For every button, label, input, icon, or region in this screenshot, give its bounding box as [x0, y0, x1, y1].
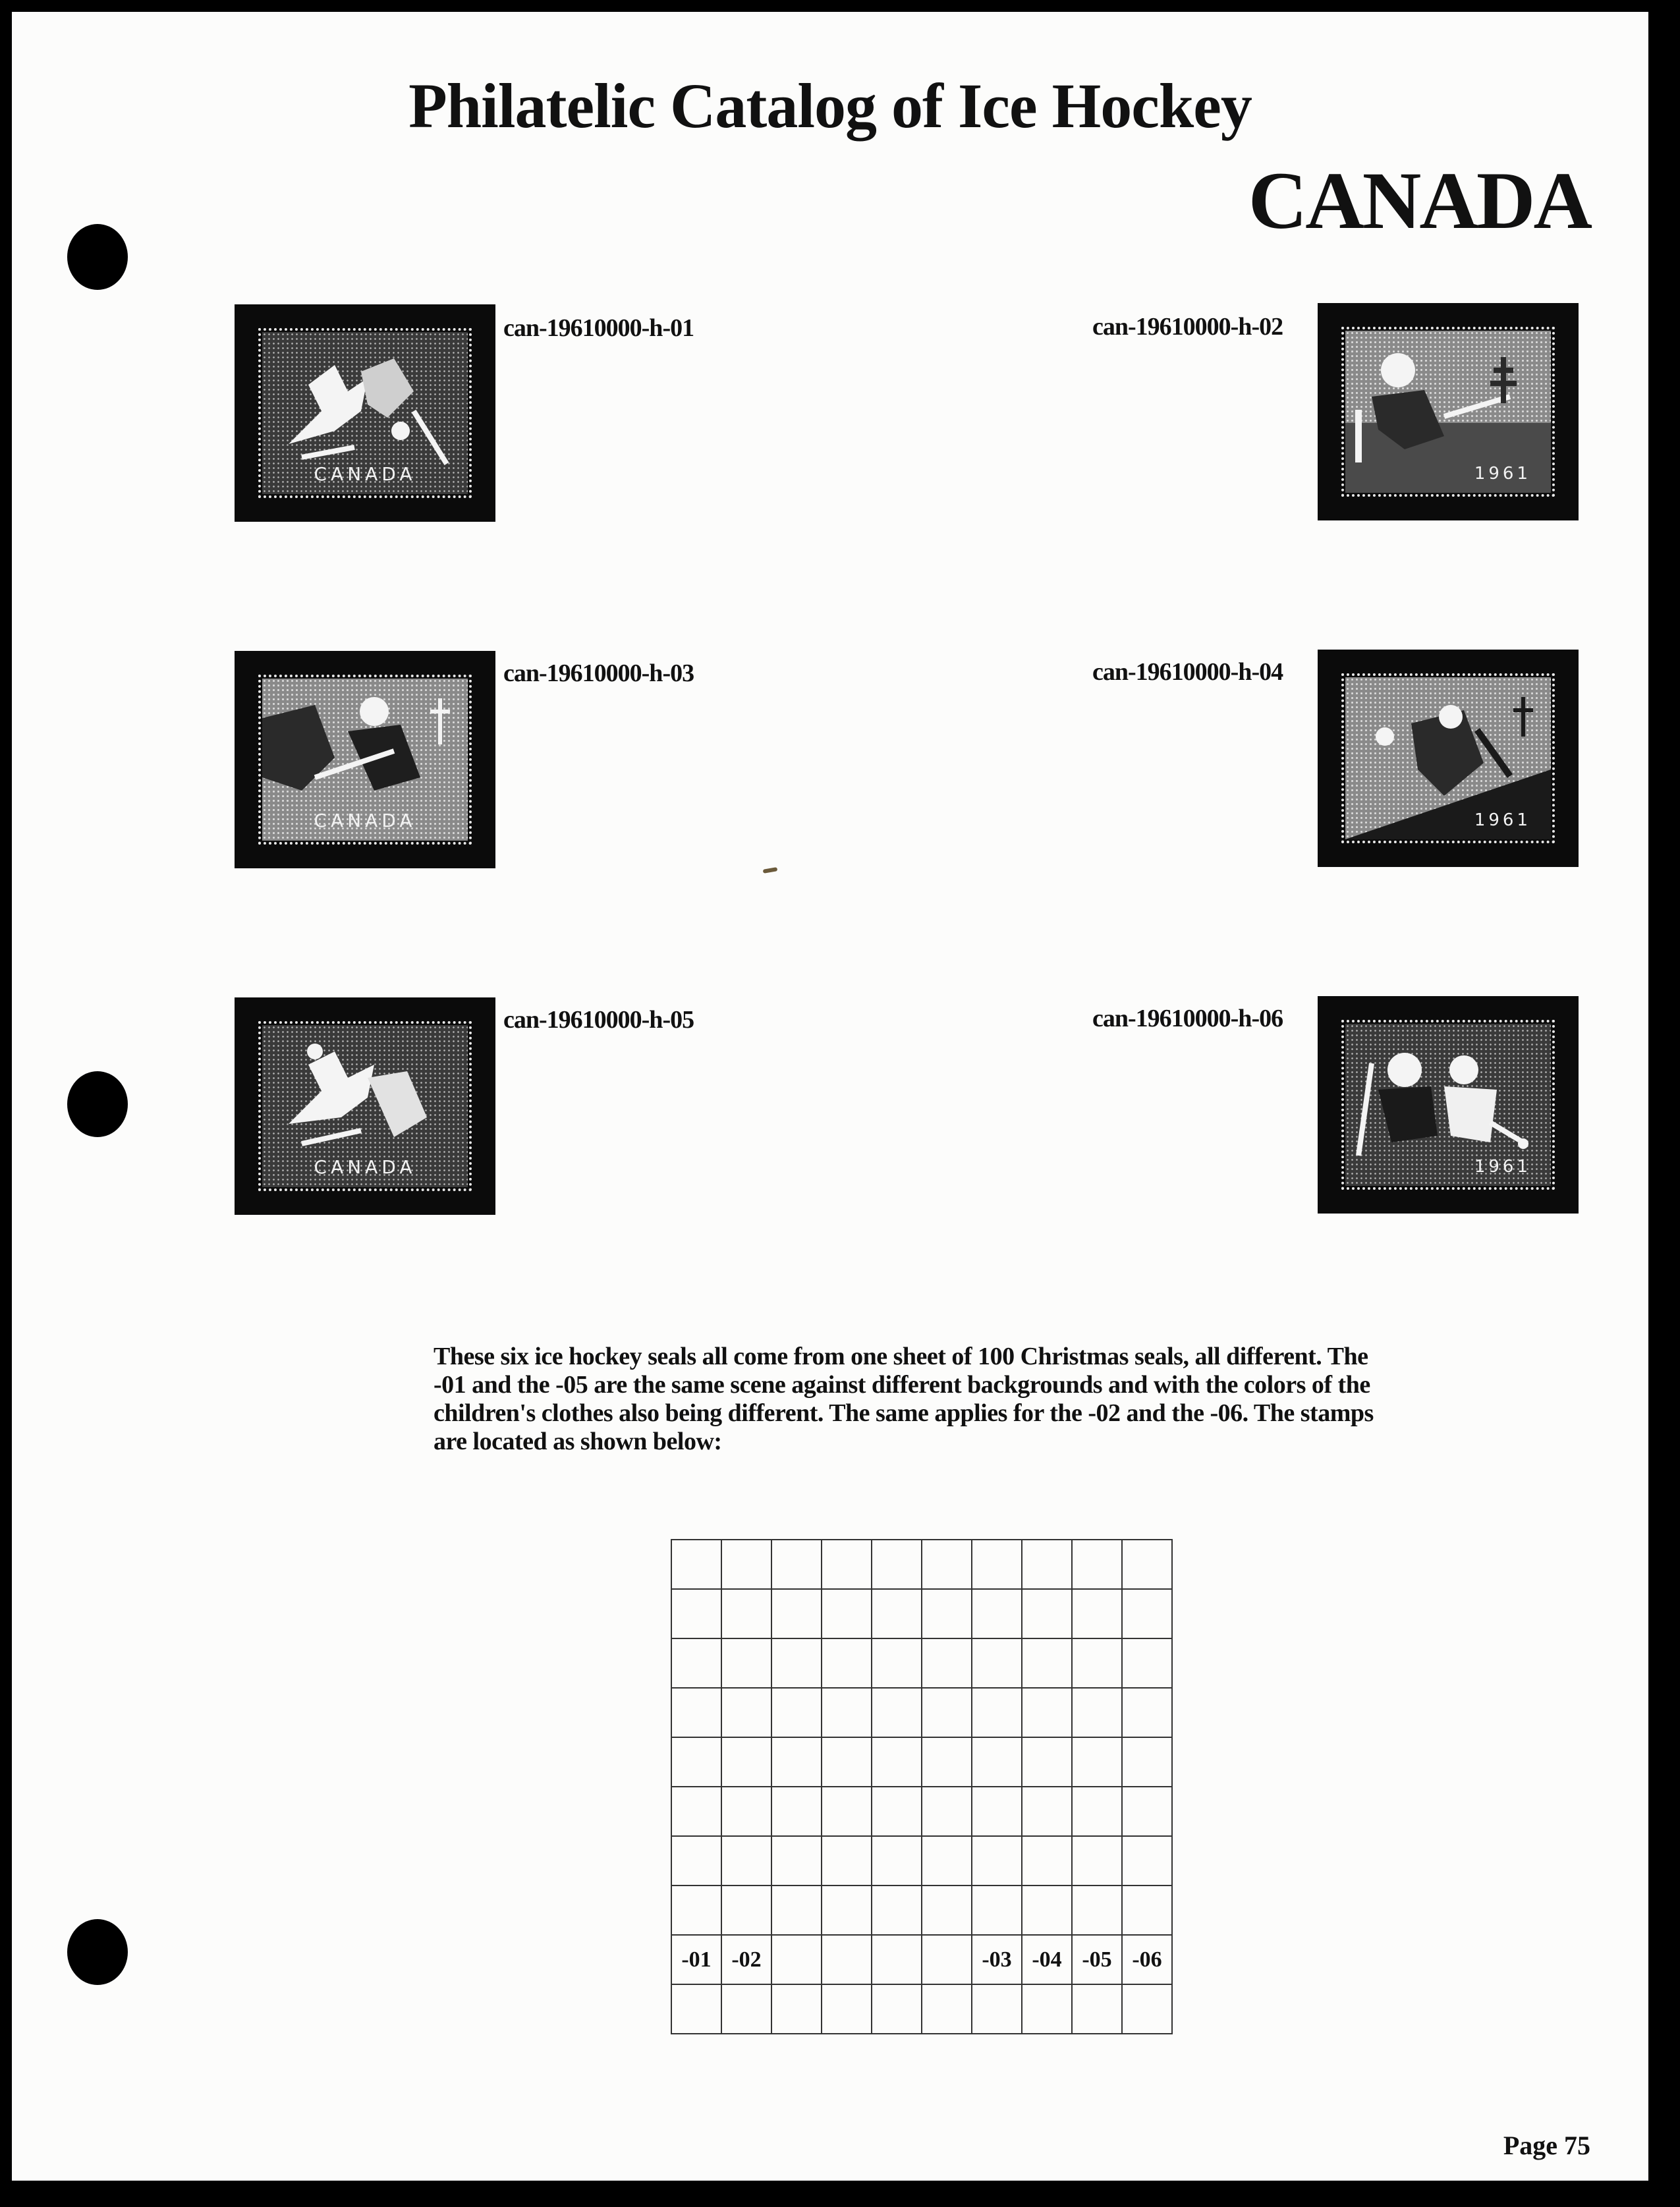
- grid-cell: [1072, 1540, 1122, 1589]
- grid-row: [671, 1737, 1172, 1787]
- description-paragraph: These six ice hockey seals all come from one sheet of 100 Christmas seals, all different. The -01 and the -05 are the same scene against different backgrounds and with the colors of the children's clothes also being different. The same applies for the -02 and the -06. The stamps are located as shown below:: [434, 1343, 1374, 1455]
- country-heading: CANADA: [1248, 155, 1590, 246]
- grid-cell: [872, 1638, 922, 1688]
- grid-cell: [1022, 1984, 1072, 2034]
- grid-cell: [822, 1589, 872, 1638]
- grid-cell: [822, 1787, 872, 1836]
- grid-cell: [922, 1638, 972, 1688]
- stamp-image-05: [235, 997, 495, 1215]
- grid-cell: [822, 1886, 872, 1935]
- paper-speck: [763, 867, 778, 874]
- grid-cell: [671, 1836, 721, 1886]
- grid-cell: [822, 1737, 872, 1787]
- grid-cell: [721, 1688, 771, 1737]
- grid-cell: [671, 1638, 721, 1688]
- grid-cell: -06: [1122, 1935, 1172, 1984]
- grid-cell: [872, 1540, 922, 1589]
- grid-cell: [822, 1836, 872, 1886]
- grid-cell: [972, 1638, 1022, 1688]
- stamp-caption-02: 1961: [1474, 464, 1531, 484]
- grid-cell: [671, 1984, 721, 2034]
- grid-row: [671, 1935, 1172, 1984]
- grid-row: [671, 1886, 1172, 1935]
- grid-cell: [671, 1737, 721, 1787]
- grid-cell: [671, 1589, 721, 1638]
- grid-cell: [1072, 1737, 1122, 1787]
- grid-cell: [671, 1540, 721, 1589]
- binder-hole-middle: [67, 1071, 128, 1137]
- grid-cell: [1122, 1886, 1172, 1935]
- grid-cell: [771, 1540, 822, 1589]
- grid-cell: [721, 1984, 771, 2034]
- grid-cell: [922, 1935, 972, 1984]
- grid-cell: [1122, 1589, 1172, 1638]
- grid-cell: [771, 1787, 822, 1836]
- grid-cell: [972, 1688, 1022, 1737]
- grid-cell: [872, 1737, 922, 1787]
- stamp-caption-05: CANADA: [314, 1156, 416, 1178]
- grid-row: [671, 1688, 1172, 1737]
- grid-cell: [822, 1984, 872, 2034]
- grid-row: [671, 1787, 1172, 1836]
- stamp-caption-04: 1961: [1474, 810, 1531, 830]
- grid-cell: [1122, 1638, 1172, 1688]
- grid-cell: -05: [1072, 1935, 1122, 1984]
- catalog-sheet: [12, 12, 1648, 2181]
- grid-cell: [922, 1540, 972, 1589]
- grid-cell: [1072, 1886, 1122, 1935]
- grid-cell: [872, 1886, 922, 1935]
- grid-cell: [1022, 1540, 1072, 1589]
- grid-cell: [721, 1540, 771, 1589]
- grid-cell: [1022, 1787, 1072, 1836]
- grid-cell: [1072, 1836, 1122, 1886]
- stamp-image-04: [1318, 650, 1579, 867]
- stamp-code-02: can-19610000-h-02: [1092, 313, 1283, 341]
- grid-cell: [721, 1886, 771, 1935]
- grid-cell: [922, 1984, 972, 2034]
- grid-cell: [972, 1836, 1022, 1886]
- grid-cell: [1022, 1688, 1072, 1737]
- grid-cell: [972, 1540, 1022, 1589]
- grid-cell: [922, 1836, 972, 1886]
- grid-cell: [1022, 1589, 1072, 1638]
- grid-cell: [771, 1886, 822, 1935]
- grid-cell: -03: [972, 1935, 1022, 1984]
- grid-cell: [872, 1589, 922, 1638]
- grid-cell: [771, 1737, 822, 1787]
- stamp-code-03: can-19610000-h-03: [503, 659, 694, 687]
- grid-cell: [972, 1787, 1022, 1836]
- grid-cell: [872, 1836, 922, 1886]
- grid-cell: [771, 1589, 822, 1638]
- grid-cell: [872, 1688, 922, 1737]
- grid-cell: [972, 1886, 1022, 1935]
- grid-cell: [771, 1935, 822, 1984]
- stamp-code-06: can-19610000-h-06: [1092, 1005, 1283, 1032]
- grid-cell: [1122, 1688, 1172, 1737]
- grid-cell: [1072, 1984, 1122, 2034]
- grid-cell: [1072, 1688, 1122, 1737]
- grid-cell: [972, 1589, 1022, 1638]
- grid-cell: [1022, 1638, 1072, 1688]
- grid-cell: [922, 1589, 972, 1638]
- grid-cell: [771, 1984, 822, 2034]
- grid-cell: [721, 1589, 771, 1638]
- grid-cell: [972, 1737, 1022, 1787]
- grid-cell: -01: [671, 1935, 721, 1984]
- grid-cell: [872, 1984, 922, 2034]
- grid-cell: [771, 1638, 822, 1688]
- grid-cell: [822, 1935, 872, 1984]
- grid-cell: [721, 1836, 771, 1886]
- grid-cell: [922, 1688, 972, 1737]
- stamp-code-01: can-19610000-h-01: [503, 314, 694, 342]
- grid-cell: [721, 1737, 771, 1787]
- grid-cell: [1122, 1540, 1172, 1589]
- grid-cell: [922, 1886, 972, 1935]
- stamp-code-05: can-19610000-h-05: [503, 1006, 694, 1034]
- grid-cell: [1022, 1737, 1072, 1787]
- grid-cell: [671, 1787, 721, 1836]
- grid-row: [671, 1589, 1172, 1638]
- grid-row: [671, 1836, 1172, 1886]
- grid-cell: [1122, 1787, 1172, 1836]
- grid-cell: [1022, 1836, 1072, 1886]
- grid-cell: -04: [1022, 1935, 1072, 1984]
- grid-cell: [872, 1787, 922, 1836]
- grid-cell: [1122, 1836, 1172, 1886]
- page-title: Philatelic Catalog of Ice Hockey: [408, 70, 1252, 141]
- grid-cell: [1122, 1984, 1172, 2034]
- grid-cell: [671, 1688, 721, 1737]
- seal-sheet-grid: [671, 1539, 1173, 2034]
- stamp-image-01: [235, 304, 495, 522]
- grid-cell: [721, 1638, 771, 1688]
- binder-hole-bottom: [67, 1919, 128, 1985]
- grid-row: [671, 1540, 1172, 1589]
- grid-cell: [1072, 1638, 1122, 1688]
- stamp-code-04: can-19610000-h-04: [1092, 658, 1283, 686]
- grid-cell: [1122, 1737, 1172, 1787]
- grid-cell: -02: [721, 1935, 771, 1984]
- page-number: Page 75: [1503, 2131, 1590, 2160]
- grid-cell: [822, 1688, 872, 1737]
- grid-cell: [872, 1935, 922, 1984]
- grid-cell: [771, 1688, 822, 1737]
- grid-cell: [671, 1886, 721, 1935]
- grid-cell: [922, 1737, 972, 1787]
- grid-cell: [1072, 1787, 1122, 1836]
- grid-cell: [972, 1984, 1022, 2034]
- stamp-image-03: [235, 651, 495, 868]
- stamp-caption-06: 1961: [1474, 1157, 1531, 1177]
- grid-cell: [771, 1836, 822, 1886]
- binder-hole-top: [67, 224, 128, 290]
- grid-cell: [922, 1787, 972, 1836]
- grid-row: [671, 1984, 1172, 2034]
- grid-cell: [822, 1540, 872, 1589]
- grid-cell: [1022, 1886, 1072, 1935]
- grid-cell: [1072, 1589, 1122, 1638]
- stamp-caption-03: CANADA: [314, 810, 416, 831]
- grid-cell: [822, 1638, 872, 1688]
- stamp-image-06: [1318, 996, 1579, 1214]
- stamp-image-02: [1318, 303, 1579, 520]
- grid-cell: [721, 1787, 771, 1836]
- stamp-caption-01: CANADA: [314, 463, 416, 485]
- grid-row: [671, 1638, 1172, 1688]
